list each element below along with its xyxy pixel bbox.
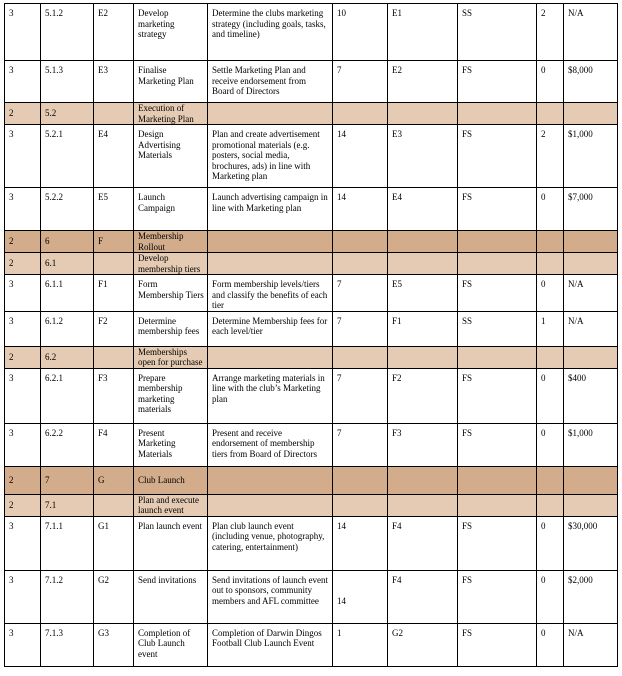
cell-id: G3 xyxy=(94,623,134,666)
cell-name: Plan and execute launch event xyxy=(134,494,208,516)
cell-desc: Send invitations of launch event out to sponsors, community members and AFL committee xyxy=(208,570,333,623)
cell-dep: FS xyxy=(458,125,537,188)
cell-cost xyxy=(564,494,618,516)
cell-lag: 0 xyxy=(537,623,564,666)
task-row xyxy=(5,516,618,570)
cell-name: Prepare membership marketing materials xyxy=(134,368,208,423)
cell-wbs: 6 xyxy=(41,231,94,253)
cell-desc: Form membership levels/tiers and classify the benefits of each tier xyxy=(208,275,333,312)
cell-level: 2 xyxy=(5,231,41,253)
cell-wbs: 5.1.3 xyxy=(41,61,94,103)
task-row xyxy=(5,423,618,466)
cell-pred: E3 xyxy=(388,125,458,188)
cell-cost: $8,000 xyxy=(564,61,618,103)
cell-duration: 14 xyxy=(333,125,388,188)
cell-id: F2 xyxy=(94,311,134,346)
subphase-row xyxy=(5,253,618,275)
cell-cost xyxy=(564,346,618,368)
cell-desc: Launch advertising campaign in line with Marketing plan xyxy=(208,188,333,231)
cell-name: Develop membership tiers xyxy=(134,253,208,275)
task-row xyxy=(5,368,618,423)
cell-wbs: 7.1.1 xyxy=(41,516,94,570)
cell-desc xyxy=(208,346,333,368)
cell-name: Membership Rollout xyxy=(134,231,208,253)
cell-dep xyxy=(458,494,537,516)
cell-id: E4 xyxy=(94,125,134,188)
phase-row xyxy=(5,231,618,253)
cell-pred xyxy=(388,466,458,494)
cell-name: Send invitations xyxy=(134,570,208,623)
cell-desc: Plan and create advertisement promotional materials (e.g. posters, social media, brochures, ads) in line with Marketing plan xyxy=(208,125,333,188)
cell-wbs: 6.2.1 xyxy=(41,368,94,423)
cell-duration xyxy=(333,494,388,516)
cell-level: 3 xyxy=(5,516,41,570)
cell-level: 3 xyxy=(5,368,41,423)
cell-pred xyxy=(388,231,458,253)
cell-wbs: 6.2.2 xyxy=(41,423,94,466)
cell-level: 3 xyxy=(5,423,41,466)
cell-cost: N/A xyxy=(564,311,618,346)
cell-duration: 7 xyxy=(333,311,388,346)
cell-pred xyxy=(388,346,458,368)
cell-desc xyxy=(208,253,333,275)
cell-wbs: 5.2 xyxy=(41,103,94,125)
cell-lag xyxy=(537,103,564,125)
cell-level: 3 xyxy=(5,61,41,103)
cell-lag xyxy=(537,253,564,275)
cell-level: 2 xyxy=(5,103,41,125)
cell-dep: FS xyxy=(458,368,537,423)
cell-lag: 0 xyxy=(537,516,564,570)
cell-desc xyxy=(208,231,333,253)
cell-level: 2 xyxy=(5,466,41,494)
cell-dep: FS xyxy=(458,275,537,312)
cell-lag: 2 xyxy=(537,125,564,188)
cell-name: Execution of Marketing Plan xyxy=(134,103,208,125)
cell-duration: 10 xyxy=(333,4,388,61)
cell-lag xyxy=(537,466,564,494)
cell-dep: FS xyxy=(458,61,537,103)
cell-lag: 0 xyxy=(537,61,564,103)
subphase-row xyxy=(5,103,618,125)
cell-id: F1 xyxy=(94,275,134,312)
cell-desc: Determine Membership fees for each level/tier xyxy=(208,311,333,346)
cell-pred: F4 xyxy=(388,570,458,623)
cell-cost: $2,000 xyxy=(564,570,618,623)
cell-wbs: 5.2.2 xyxy=(41,188,94,231)
cell-level: 3 xyxy=(5,570,41,623)
cell-pred: F1 xyxy=(388,311,458,346)
cell-duration xyxy=(333,103,388,125)
cell-dep: SS xyxy=(458,311,537,346)
cell-id: F4 xyxy=(94,423,134,466)
cell-id: E3 xyxy=(94,61,134,103)
cell-id: E5 xyxy=(94,188,134,231)
cell-cost: N/A xyxy=(564,4,618,61)
cell-pred: G2 xyxy=(388,623,458,666)
cell-wbs: 7 xyxy=(41,466,94,494)
cell-dep xyxy=(458,253,537,275)
cell-name: Completion of Club Launch event xyxy=(134,623,208,666)
cell-name: Club Launch xyxy=(134,466,208,494)
cell-cost xyxy=(564,103,618,125)
cell-name: Present Marketing Materials xyxy=(134,423,208,466)
subphase-row xyxy=(5,346,618,368)
cell-level: 2 xyxy=(5,346,41,368)
cell-lag: 0 xyxy=(537,188,564,231)
cell-dep xyxy=(458,103,537,125)
task-row xyxy=(5,61,618,103)
cell-id: G xyxy=(94,466,134,494)
cell-dep: SS xyxy=(458,4,537,61)
cell-pred xyxy=(388,103,458,125)
cell-duration xyxy=(333,466,388,494)
cell-cost xyxy=(564,466,618,494)
phase-row xyxy=(5,466,618,494)
cell-id: G2 xyxy=(94,570,134,623)
cell-name: Design Advertising Materials xyxy=(134,125,208,188)
cell-name: Plan launch event xyxy=(134,516,208,570)
cell-lag xyxy=(537,231,564,253)
cell-duration: 7 xyxy=(333,423,388,466)
cell-pred: F2 xyxy=(388,368,458,423)
cell-dep: FS xyxy=(458,570,537,623)
cell-cost: $30,000 xyxy=(564,516,618,570)
task-row xyxy=(5,623,618,666)
cell-lag xyxy=(537,494,564,516)
cell-pred: E5 xyxy=(388,275,458,312)
cell-wbs: 5.1.2 xyxy=(41,4,94,61)
cell-wbs: 7.1 xyxy=(41,494,94,516)
cell-level: 3 xyxy=(5,4,41,61)
cell-duration: 7 xyxy=(333,368,388,423)
cell-wbs: 5.2.1 xyxy=(41,125,94,188)
cell-level: 3 xyxy=(5,275,41,312)
task-row xyxy=(5,4,618,61)
task-row xyxy=(5,188,618,231)
cell-desc: Completion of Darwin Dingos Football Club Launch Event xyxy=(208,623,333,666)
cell-desc xyxy=(208,466,333,494)
cell-dep: FS xyxy=(458,423,537,466)
cell-duration: 7 xyxy=(333,61,388,103)
cell-name: Determine membership fees xyxy=(134,311,208,346)
cell-duration xyxy=(333,231,388,253)
cell-duration: 14 xyxy=(333,188,388,231)
cell-duration xyxy=(333,346,388,368)
cell-cost xyxy=(564,253,618,275)
cell-id: F xyxy=(94,231,134,253)
cell-level: 3 xyxy=(5,188,41,231)
cell-pred: E2 xyxy=(388,61,458,103)
cell-level: 3 xyxy=(5,623,41,666)
cell-cost: N/A xyxy=(564,275,618,312)
task-row xyxy=(5,125,618,188)
cell-dep xyxy=(458,466,537,494)
cell-wbs: 6.1.2 xyxy=(41,311,94,346)
cell-id: F3 xyxy=(94,368,134,423)
cell-pred: F3 xyxy=(388,423,458,466)
subphase-row xyxy=(5,494,618,516)
cell-id: E2 xyxy=(94,4,134,61)
cell-id xyxy=(94,346,134,368)
task-row xyxy=(5,570,618,623)
cell-name: Memberships open for purchase xyxy=(134,346,208,368)
cell-duration xyxy=(333,253,388,275)
cell-duration: 7 xyxy=(333,275,388,312)
cell-desc: Settle Marketing Plan and receive endorsement from Board of Directors xyxy=(208,61,333,103)
cell-pred: E1 xyxy=(388,4,458,61)
task-row xyxy=(5,311,618,346)
cell-desc xyxy=(208,103,333,125)
cell-cost: N/A xyxy=(564,623,618,666)
cell-lag: 0 xyxy=(537,275,564,312)
cell-id xyxy=(94,103,134,125)
cell-lag: 1 xyxy=(537,311,564,346)
cell-cost xyxy=(564,231,618,253)
cell-pred xyxy=(388,494,458,516)
cell-cost: $1,000 xyxy=(564,125,618,188)
cell-desc: Arrange marketing materials in line with the club’s Marketing plan xyxy=(208,368,333,423)
cell-pred: F4 xyxy=(388,516,458,570)
cell-level: 3 xyxy=(5,125,41,188)
cell-level: 3 xyxy=(5,311,41,346)
cell-id: G1 xyxy=(94,516,134,570)
cell-dep: FS xyxy=(458,623,537,666)
cell-lag: 0 xyxy=(537,570,564,623)
cell-id xyxy=(94,494,134,516)
cell-name: Launch Campaign xyxy=(134,188,208,231)
cell-wbs: 7.1.3 xyxy=(41,623,94,666)
wbs-table xyxy=(4,3,618,667)
cell-pred xyxy=(388,253,458,275)
task-row xyxy=(5,275,618,312)
cell-lag: 2 xyxy=(537,4,564,61)
cell-id xyxy=(94,253,134,275)
cell-level: 2 xyxy=(5,253,41,275)
cell-dep: FS xyxy=(458,188,537,231)
cell-duration: 14 xyxy=(333,516,388,570)
cell-cost: $7,000 xyxy=(564,188,618,231)
cell-dep xyxy=(458,346,537,368)
cell-dep: FS xyxy=(458,516,537,570)
cell-name: Form Membership Tiers xyxy=(134,275,208,312)
cell-wbs: 7.1.2 xyxy=(41,570,94,623)
cell-name: Finalise Marketing Plan xyxy=(134,61,208,103)
cell-wbs: 6.1.1 xyxy=(41,275,94,312)
cell-lag: 0 xyxy=(537,368,564,423)
cell-lag: 0 xyxy=(537,423,564,466)
cell-pred: E4 xyxy=(388,188,458,231)
cell-wbs: 6.2 xyxy=(41,346,94,368)
cell-desc: Present and receive endorsement of membership tiers from Board of Directors xyxy=(208,423,333,466)
cell-name: Develop marketing strategy xyxy=(134,4,208,61)
cell-dep xyxy=(458,231,537,253)
cell-level: 2 xyxy=(5,494,41,516)
cell-duration: 14 xyxy=(333,570,388,623)
cell-desc: Plan club launch event (including venue, photography, catering, entertainment) xyxy=(208,516,333,570)
cell-desc: Determine the clubs marketing strategy (including goals, tasks, and timeline) xyxy=(208,4,333,61)
cell-cost: $400 xyxy=(564,368,618,423)
cell-lag xyxy=(537,346,564,368)
cell-wbs: 6.1 xyxy=(41,253,94,275)
cell-cost: $1,000 xyxy=(564,423,618,466)
wbs-table-body xyxy=(5,4,618,667)
cell-desc xyxy=(208,494,333,516)
cell-duration: 1 xyxy=(333,623,388,666)
